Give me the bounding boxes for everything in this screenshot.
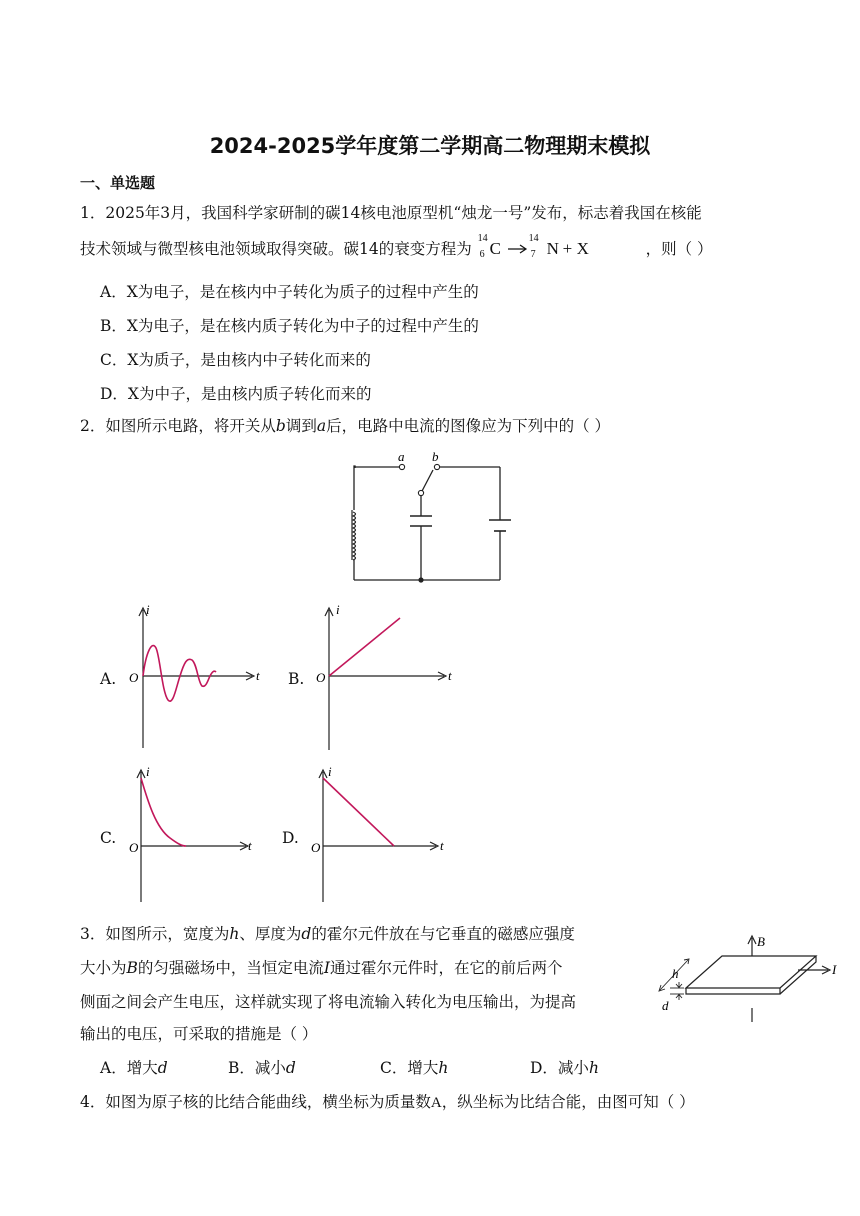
q3-option-b: B．减小d	[228, 1059, 296, 1077]
junction-dot-icon	[418, 577, 423, 582]
hall-label-d: d	[662, 998, 669, 1013]
graph-c	[120, 762, 270, 904]
q3-option-a: A．增大d	[100, 1059, 168, 1077]
graph-a-label: A.	[100, 670, 117, 688]
q1-option-a: A．X为电子，是在核内中子转化为质子的过程中产生的	[100, 283, 479, 301]
q3-l2-mid: 的匀强磁场中，当恒定电流	[137, 959, 324, 977]
graph-b	[308, 600, 458, 752]
c14-atomic-number: 6	[479, 249, 485, 260]
q3-l1-post: 的霍尔元件放在与它垂直的磁感应强度	[311, 925, 575, 943]
graph-c-curve	[141, 778, 186, 846]
q3-option-d: D．减小h	[530, 1059, 599, 1077]
capacitor-icon	[410, 516, 432, 526]
q4-stem-post: ，纵坐标为比结合能，由图可知（ ）	[441, 1093, 695, 1111]
n14-mass-number: 14	[528, 233, 539, 244]
graph-c-y-label: i	[146, 764, 150, 779]
q1-line2	[80, 233, 713, 261]
section-heading: 一、单选题	[80, 174, 156, 192]
circuit-diagram	[340, 448, 520, 593]
battery-icon	[489, 520, 511, 531]
decay-equation	[477, 233, 641, 261]
q3-line3: 侧面之间会产生电压，这样就实现了将电流输入转化为电压输出，为提高	[80, 993, 577, 1011]
graph-d-x-label: t	[440, 838, 444, 853]
graph-a-curve	[143, 646, 216, 702]
q3-var-b: B	[126, 959, 138, 977]
plus-sign: +	[562, 239, 573, 258]
q3-var-i: I	[323, 959, 331, 977]
graph-a	[120, 600, 270, 750]
graph-c-x-label: t	[248, 838, 252, 853]
hall-element-figure	[648, 930, 843, 1030]
c-symbol: C	[489, 239, 502, 258]
q3-line2	[80, 956, 563, 978]
arrow-icon	[507, 239, 529, 263]
graph-b-x-label: t	[448, 668, 452, 683]
graph-a-origin: O	[129, 670, 139, 685]
graph-a-y-label: i	[146, 602, 150, 617]
page-title: 2024-2025学年度第二学期高二物理期末模拟	[209, 134, 651, 158]
hall-label-b: B	[757, 934, 765, 949]
q4-stem	[80, 1090, 695, 1112]
contact-a-icon	[399, 464, 404, 469]
graph-b-origin: O	[316, 670, 326, 685]
graph-b-curve	[329, 618, 400, 676]
graph-d-curve	[323, 778, 394, 846]
graph-c-origin: O	[129, 840, 139, 855]
q3-line1	[80, 922, 575, 944]
q2-var-b: b	[275, 417, 286, 435]
graph-d-label: D.	[282, 829, 299, 847]
q3-l1-pre: 3．如图所示，宽度为	[80, 925, 230, 943]
switch-pivot-icon	[418, 490, 423, 495]
graph-d	[302, 762, 452, 904]
q1-option-c: C．X为质子，是由核内中子转化而来的	[100, 351, 371, 369]
q1-line2-post: ，则（ ）	[645, 240, 713, 258]
hall-label-h: h	[672, 966, 679, 981]
q3-l1-mid: 、厚度为	[239, 925, 302, 943]
q4-stem-pre: 4．如图为原子核的比结合能曲线，横坐标为质量数	[80, 1093, 431, 1111]
graph-a-x-label: t	[256, 668, 260, 683]
graph-c-label: C.	[100, 829, 117, 847]
n14-atomic-number: 7	[530, 249, 536, 260]
graph-d-origin: O	[311, 840, 321, 855]
q3-var-d: d	[301, 925, 312, 943]
n-symbol: N	[546, 239, 559, 258]
q2-stem-post: 后，电路中电流的图像应为下列中的（ ）	[326, 417, 611, 435]
q1-line2-pre: 技术领域与微型核电池领域取得突破。碳14的衰变方程为	[80, 240, 472, 258]
q3-line4: 输出的电压，可采取的措施是（ ）	[80, 1025, 318, 1043]
contact-b-icon	[434, 464, 439, 469]
q2-var-a: a	[316, 417, 327, 435]
inductor-icon	[349, 510, 359, 560]
q2-stem	[80, 414, 610, 436]
c14-mass-number: 14	[477, 233, 488, 244]
circuit-label-a: a	[398, 449, 405, 464]
q2-stem-mid: 调到	[285, 417, 317, 435]
q1-line1: 1．2025年3月，我国科学家研制的碳14核电池原型机“烛龙一号”发布，标志着我国在核能	[80, 204, 702, 222]
q3-option-c: C．增大h	[380, 1059, 449, 1077]
graph-b-label: B.	[288, 670, 305, 688]
q1-option-b: B．X为电子，是在核内质子转化为中子的过程中产生的	[100, 317, 479, 335]
q3-l2-post: 通过霍尔元件时，在它的前后两个	[330, 959, 563, 977]
q3-var-h: h	[229, 925, 240, 943]
circuit-label-b: b	[432, 449, 439, 464]
q1-option-d: D．X为中子，是由核内质子转化而来的	[100, 385, 372, 403]
hall-label-i: I	[832, 962, 837, 977]
q2-stem-pre: 2．如图所示电路，将开关从	[80, 417, 276, 435]
graph-b-y-label: i	[336, 602, 340, 617]
x-symbol: X	[576, 239, 589, 258]
q3-l2-pre: 大小为	[80, 959, 127, 977]
graph-d-y-label: i	[328, 764, 332, 779]
q4-var-a: A	[430, 1095, 442, 1111]
